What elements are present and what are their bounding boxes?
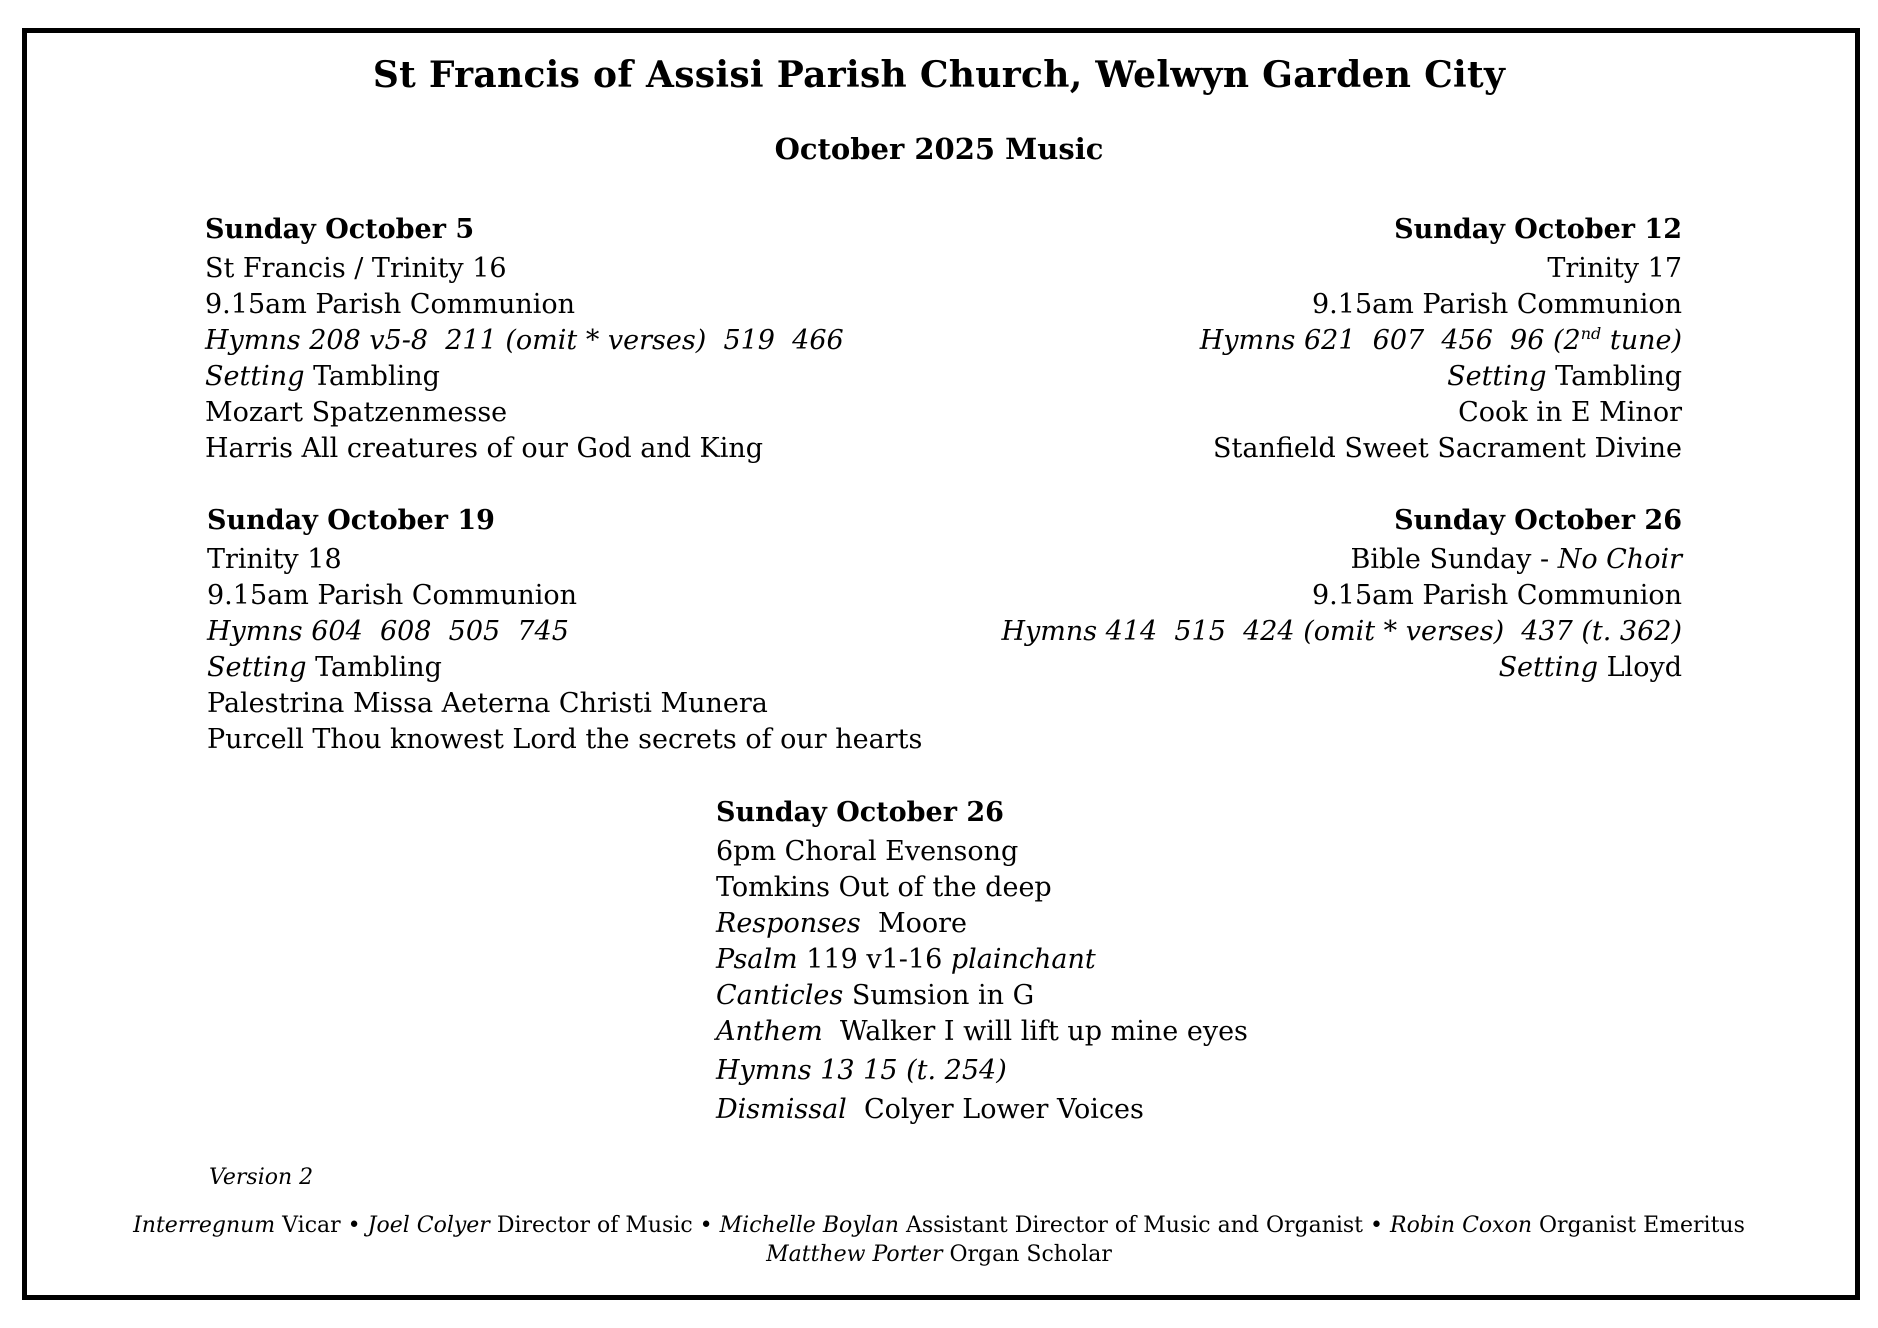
staff-line-2 <box>0 1240 1878 1269</box>
service-hymns <box>1001 614 1682 650</box>
staff-name: Robin Coxon <box>1390 1213 1532 1238</box>
service-canticles <box>716 978 1248 1014</box>
service-block-oct-12 <box>1200 212 1682 467</box>
hymns-list: 621 607 456 96 (2 <box>1295 325 1581 356</box>
service-dismissal <box>716 1092 1248 1128</box>
dismissal-label: Dismissal <box>716 1094 847 1125</box>
hymns-list: 604 608 505 745 <box>302 616 569 647</box>
service-time: 6pm Choral Evensong <box>716 836 1019 867</box>
service-music-item: Purcell Thou knowest Lord the secrets of our hearts <box>207 724 923 755</box>
setting-label: Setting <box>205 361 305 392</box>
service-occasion: Trinity 17 <box>1547 253 1682 284</box>
psalm-value: 119 v1-16 <box>797 944 951 975</box>
setting-value: Tambling <box>304 361 440 392</box>
hymns-superscript: nd <box>1580 324 1602 343</box>
staff-role: Vicar <box>275 1213 341 1238</box>
service-hymns <box>1200 323 1682 359</box>
service-setting <box>1200 359 1682 395</box>
hymns-label: Hymns <box>207 616 303 647</box>
service-hymns <box>207 614 922 650</box>
service-music-item: Palestrina Missa Aeterna Christi Munera <box>207 688 768 719</box>
service-time: 9.15am Parish Communion <box>1312 580 1682 611</box>
service-music-item: Cook in E Minor <box>1458 397 1682 428</box>
service-setting <box>1001 650 1682 686</box>
staff-name: Interregnum <box>133 1213 276 1238</box>
dismissal-value: Colyer Lower Voices <box>846 1094 1144 1125</box>
service-time: 9.15am Parish Communion <box>207 580 577 611</box>
setting-value: Tambling <box>306 652 442 683</box>
responses-label: Responses <box>716 908 861 939</box>
service-date: Sunday October 19 <box>207 505 495 536</box>
service-psalm <box>716 942 1248 978</box>
staff-credits <box>0 1211 1878 1269</box>
page-title: St Francis of Assisi Parish Church, Welwyn Garden City <box>372 54 1506 96</box>
service-hymns <box>205 323 844 359</box>
service-responses <box>716 906 1248 942</box>
staff-role: Assistant Director of Music and Organist <box>898 1213 1364 1238</box>
responses-value: Moore <box>860 908 968 939</box>
service-block-oct-26-morning <box>1001 503 1682 686</box>
staff-name: Matthew Porter <box>766 1242 943 1267</box>
anthem-label: Anthem <box>716 1016 823 1047</box>
service-block-oct-5 <box>205 212 844 467</box>
psalm-label: Psalm <box>716 944 798 975</box>
service-time: 9.15am Parish Communion <box>1312 289 1682 320</box>
canticles-value: Sumsion in G <box>843 980 1035 1011</box>
occasion-text: Bible Sunday - <box>1350 544 1558 575</box>
service-music-item: Harris All creatures of our God and King <box>205 433 764 464</box>
service-music-item: Stanfield Sweet Sacrament Divine <box>1213 433 1682 464</box>
hymns-list: 208 v5-8 211 (omit * verses) 519 466 <box>300 325 844 356</box>
service-anthem <box>716 1014 1248 1050</box>
bullet-separator: • <box>1363 1213 1390 1238</box>
anthem-value: Walker I will lift up mine eyes <box>822 1016 1248 1047</box>
canticles-label: Canticles <box>716 980 844 1011</box>
setting-value: Lloyd <box>1598 652 1682 683</box>
hymns-label: Hymns <box>1199 325 1296 356</box>
page-subtitle: October 2025 Music <box>774 132 1104 166</box>
service-date: Sunday October 26 <box>716 797 1004 828</box>
setting-label: Setting <box>1498 652 1599 683</box>
service-occasion: St Francis / Trinity 16 <box>205 253 507 284</box>
staff-role: Organist Emeritus <box>1532 1213 1745 1238</box>
service-date: Sunday October 5 <box>205 214 475 245</box>
service-date: Sunday October 12 <box>1394 214 1682 245</box>
service-setting <box>205 359 844 395</box>
service-occasion <box>1001 542 1682 578</box>
service-date: Sunday October 26 <box>1394 505 1682 536</box>
psalm-note: plainchant <box>950 944 1096 975</box>
bullet-separator: • <box>340 1213 368 1238</box>
service-music-item: Mozart Spatzenmesse <box>205 397 508 428</box>
bullet-separator: • <box>692 1213 720 1238</box>
staff-line-1 <box>0 1211 1878 1240</box>
hymns-list: 414 515 424 (omit * verses) 437 (t. 362) <box>1097 616 1682 647</box>
staff-name: Michelle Boylan <box>719 1213 899 1238</box>
version-label: Version 2 <box>209 1165 314 1190</box>
setting-value: Tambling <box>1546 361 1682 392</box>
service-time: 9.15am Parish Communion <box>205 289 575 320</box>
setting-label: Setting <box>1447 361 1547 392</box>
service-setting <box>207 650 922 686</box>
staff-role: Director of Music <box>489 1213 693 1238</box>
setting-label: Setting <box>207 652 307 683</box>
staff-name: Joel Colyer <box>367 1213 490 1238</box>
hymns-list-end: tune) <box>1601 325 1682 356</box>
service-hymns: Hymns 13 15 (t. 254) <box>716 1055 1007 1086</box>
occasion-note: No Choir <box>1557 544 1682 575</box>
service-block-oct-19 <box>207 503 922 758</box>
hymns-label: Hymns <box>1001 616 1098 647</box>
service-occasion: Trinity 18 <box>207 544 342 575</box>
service-block-oct-26-evensong <box>716 795 1248 1128</box>
hymns-label: Hymns <box>205 325 301 356</box>
service-introit: Tomkins Out of the deep <box>716 872 1052 903</box>
staff-role: Organ Scholar <box>942 1242 1112 1267</box>
